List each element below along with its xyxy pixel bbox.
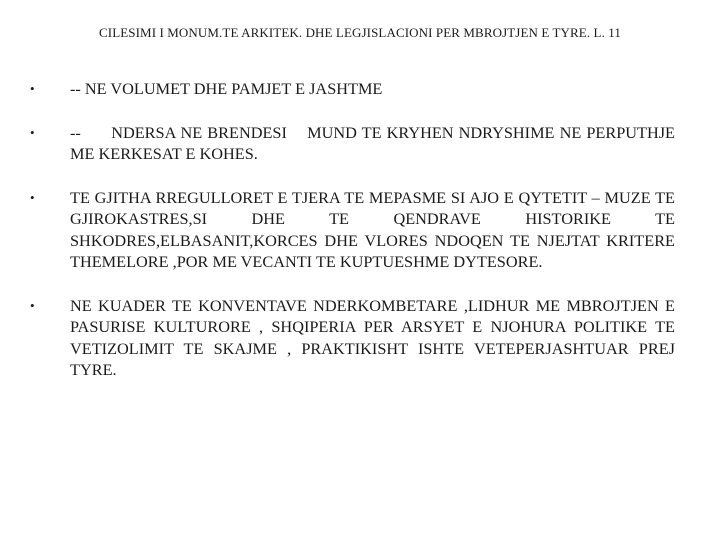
bullet-text: -- NDERSA NE BRENDESI MUND TE KRYHEN NDRYSHIME NE PERPUTHJE ME KERKESAT E KOHES. xyxy=(70,122,680,163)
slide-title: CILESIMI I MONUM.TE ARKITEK. DHE LEGJISLACIONI PER MBROJTJEN E TYRE. L. 11 xyxy=(99,25,621,40)
bullet-item xyxy=(30,295,675,381)
bullet-dot-icon: • xyxy=(30,81,35,96)
bullet-item xyxy=(30,187,675,273)
bullet-text: NE KUADER TE KONVENTAVE NDERKOMBETARE ,LIDHUR ME MBROJTJEN E PASURISE KULTURORE , SHQIPERIA PER ARSYET E NJOHURA POLITIKE TE VETIZOLIMIT TE SKAJME , PRAKTIKISHT ISHTE VETEPERJASHTUAR PREJ TYRE. xyxy=(70,295,675,379)
bullet-text: -- NE VOLUMET DHE PAMJET E JASHTME xyxy=(70,79,383,98)
bullet-list xyxy=(30,78,680,381)
bullet-item xyxy=(30,78,675,100)
bullet-dot-icon: • xyxy=(30,189,35,205)
bullet-text: TE GJITHA RREGULLORET E TJERA TE MEPASME SI AJO E QYTETIT – MUZE TE GJIROKASTRES,SI DHE TE QENDRAVE HISTORIKE TE SHKODRES,ELBASANIT,KORCES DHE VLORES NDOQEN TE NJEJTAT KRITERE THEMELORE ,POR ME VECANTI TE KUPTUESHME DYTESORE. xyxy=(70,187,675,271)
bullet-dot-icon: • xyxy=(30,297,35,313)
bullet-dot-icon: • xyxy=(30,124,35,140)
bullet-item xyxy=(30,122,680,165)
